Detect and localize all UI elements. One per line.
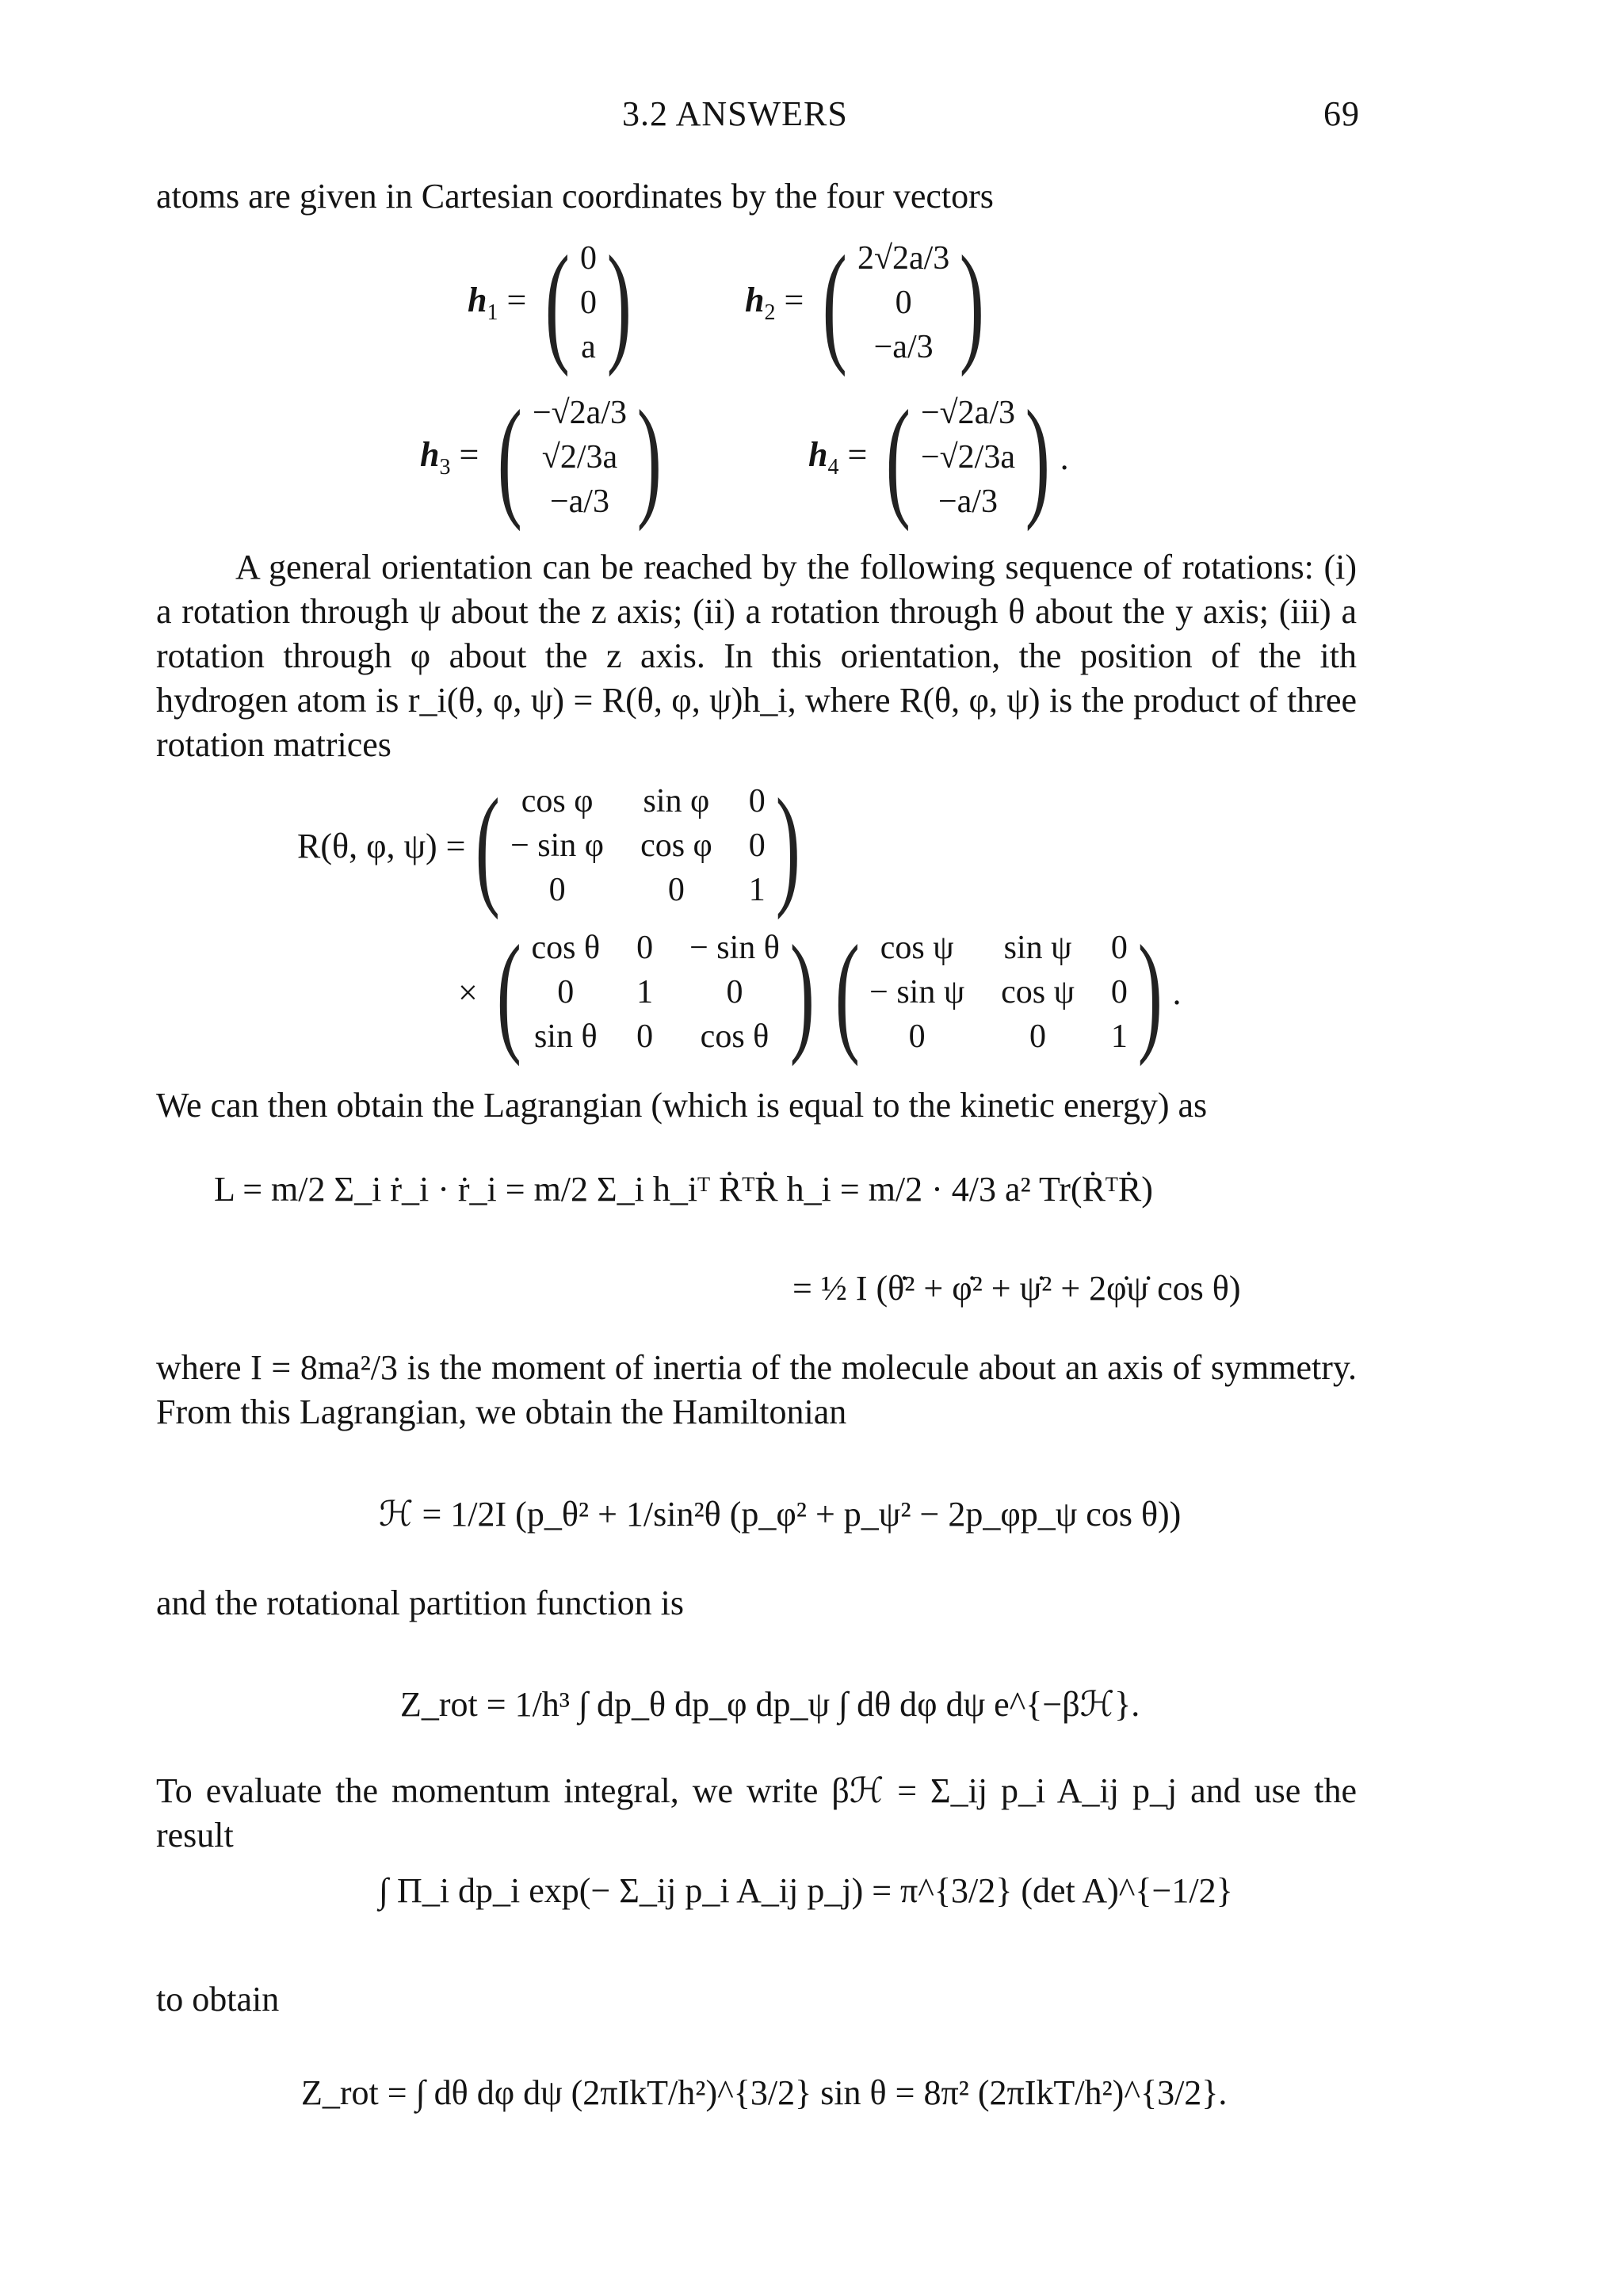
matrix-entry: sin φ [643, 783, 710, 819]
matrix-entry: − sin θ [689, 930, 780, 966]
paragraph-momentum-integral: To evaluate the momentum integral, we write βℋ = Σ_ij p_i A_ij p_j and use the result [156, 1771, 1357, 1855]
matrix-entry: 0 [908, 1018, 926, 1055]
equation-gaussian-integral: ∫ Π_i dp_i exp(− Σ_ij p_i A_ij p_j) = π^{3/2} (det A)^{−1/2} [379, 1871, 1233, 1910]
h1-entry: 0 [579, 285, 597, 321]
equation-lagrangian-result: = ½ I (θ̇² + φ̇² + ψ̇² + 2φ̇ψ̇ cos θ) [792, 1269, 1241, 1308]
matrix-entry: 0 [748, 827, 766, 864]
paragraph-moment-of-inertia: where I = 8ma²/3 is the moment of inertia of the molecule about an axis of symmetry. From this Lagrangian, we obtain the Hamiltonian [156, 1348, 1357, 1431]
matrix-entry: sin ψ [1003, 930, 1072, 966]
matrix-entry: sin θ [533, 1018, 598, 1055]
page-number: 69 [1323, 94, 1360, 133]
equation-rotation-matrix: R(θ, φ, ψ) = ( cos φ sin φ 0 − sin φ cos φ 0 0 0 1 ) [297, 771, 800, 920]
h1-entry: a [581, 329, 596, 365]
h1-entry: 0 [579, 240, 597, 277]
matrix-entry: cos ψ [1001, 974, 1075, 1010]
h4-entry: −√2/3a [920, 439, 1015, 476]
matrix-entry: 1 [748, 872, 766, 908]
paragraph-to-obtain: to obtain [156, 1980, 280, 2019]
paragraph-lagrangian-intro: We can then obtain the Lagrangian (which is equal to the kinetic energy) as [156, 1086, 1208, 1125]
paragraph-partition-intro: and the rotational partition function is [156, 1584, 684, 1622]
matrix-entry: 0 [726, 974, 743, 1010]
equation-h3: $h_3$ = ( −√2a/3 √2/3a −a/3 ) [420, 383, 662, 532]
equation-h1: $h_1$ = ( 0 0 a ) [468, 228, 632, 377]
rotation-lhs: R(θ, φ, ψ) = [297, 826, 466, 865]
matrix-entry: 0 [636, 1018, 654, 1055]
matrix-entry: 0 [667, 872, 685, 908]
paragraph-intro: atoms are given in Cartesian coordinates by the four vectors [156, 177, 994, 216]
matrix-entry: cos φ [521, 783, 594, 819]
equation-hamiltonian: ℋ = 1/2I (p_θ² + 1/sin²θ (p_φ² + p_ψ² − 2p_φp_ψ cos θ)) [379, 1495, 1182, 1534]
matrix-entry: 0 [548, 872, 566, 908]
paragraph-rotations: A general orientation can be reached by the following sequence of rotations: (i) a rotation through ψ about the z axis; (ii) a rotation through θ about the y axis; (iii) a rotation through φ about the z axis. In this orientation, the position of the ith hydrogen atom is r_i(θ, φ, ψ) = R(θ, φ, ψ)h_i, where R(θ, φ, ψ) is the product of three rotation matrices [156, 548, 1357, 764]
matrix-entry: 0 [636, 930, 654, 966]
running-header: 3.2 ANSWERS [622, 94, 848, 133]
equation-h4: $h_4$ = ( −√2a/3 −√2/3a −a/3 ) . [808, 383, 1069, 532]
matrix-entry: cos ψ [880, 930, 954, 966]
equation-h2: $h_2$ = ( 2√2a/3 0 −a/3 ) [745, 228, 985, 377]
matrix-entry: cos θ [531, 930, 601, 966]
equation-rotation-product: × ( cos θ 0 − sin θ 0 1 0 sin θ 0 cos θ ) ( cos ψ sin ψ 0 − sin ψ cos ψ 0 0 0 1 ) . [458, 918, 1182, 1067]
matrix-entry: 0 [557, 974, 575, 1010]
matrix-entry: − sin ψ [869, 974, 965, 1010]
matrix-entry: 0 [1029, 1018, 1047, 1055]
h2-entry: 2√2a/3 [857, 240, 950, 277]
matrix-entry: cos θ [700, 1018, 769, 1055]
matrix-entry: − sin φ [510, 827, 605, 864]
matrix-entry: 1 [636, 974, 654, 1010]
equation-partition-function: Z_rot = 1/h³ ∫ dp_θ dp_φ dp_ψ ∫ dθ dφ dψ e^{−βℋ}. [400, 1685, 1140, 1724]
matrix-entry: 1 [1110, 1018, 1128, 1055]
matrix-entry: 0 [1110, 930, 1128, 966]
matrix-entry: cos φ [640, 827, 712, 864]
h3-entry: √2/3a [541, 439, 618, 476]
h4-entry: −a/3 [938, 483, 998, 520]
matrix-entry: 0 [748, 783, 766, 819]
equation-partition-result: Z_rot = ∫ dθ dφ dψ (2πIkT/h²)^{3/2} sin θ = 8π² (2πIkT/h²)^{3/2}. [301, 2073, 1228, 2112]
h4-entry: −√2a/3 [920, 395, 1015, 431]
equation-lagrangian: L = m/2 Σ_i ṙ_i · ṙ_i = m/2 Σ_i h_iᵀ ṘᵀṘ h_i = m/2 · 4/3 a² Tr(ṘᵀṘ) [214, 1170, 1153, 1209]
matrix-entry: 0 [1110, 974, 1128, 1010]
h3-entry: −a/3 [549, 483, 609, 520]
h2-entry: −a/3 [873, 329, 934, 365]
h2-entry: 0 [895, 285, 912, 321]
h3-entry: −√2a/3 [532, 395, 627, 431]
